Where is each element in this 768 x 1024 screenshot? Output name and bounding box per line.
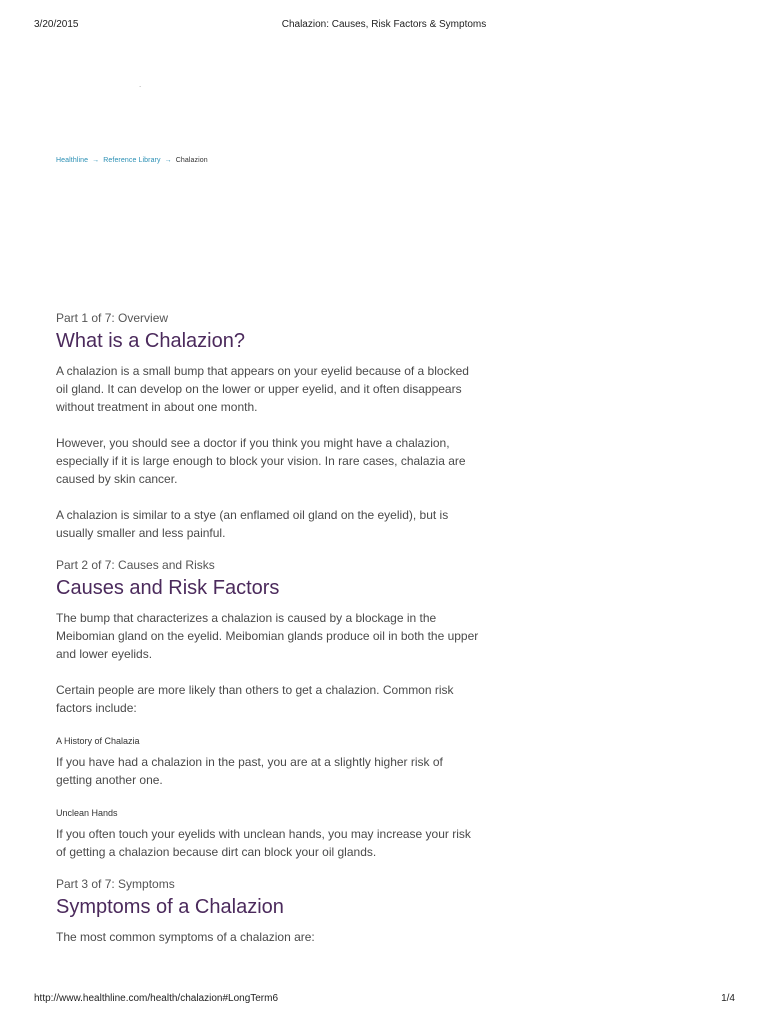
breadcrumb [56, 157, 208, 164]
breadcrumb-link-healthline[interactable]: Healthline [56, 157, 89, 164]
section-causes [56, 557, 481, 861]
risk-factor-heading: Unclean Hands [56, 808, 118, 818]
paragraph: The most common symptoms of a chalazion are: [56, 930, 315, 944]
section-title: What is a Chalazion? [56, 330, 245, 352]
paragraph: Certain people are more likely than others to get a chalazion. Common risk factors include: [56, 683, 454, 715]
section-overview [56, 310, 481, 542]
part-label: Part 3 of 7: Symptoms [56, 877, 175, 891]
page-number: 1/4 [721, 993, 735, 1004]
risk-factor-text: If you have had a chalazion in the past, you are at a slightly higher risk of getting another one. [56, 755, 443, 787]
part-label: Part 2 of 7: Causes and Risks [56, 558, 215, 572]
paragraph: However, you should see a doctor if you think you might have a chalazion, especially if it is large enough to block your vision. In rare cases, chalazia are caused by skin cancer. [56, 436, 466, 486]
print-date: 3/20/2015 [34, 19, 79, 30]
risk-factor [56, 807, 481, 861]
breadcrumb-link-reference-library[interactable]: Reference Library [103, 157, 161, 164]
paragraph: A chalazion is similar to a stye (an enflamed oil gland on the eyelid), but is usually smaller and less painful. [56, 508, 449, 540]
risk-factor [56, 735, 481, 789]
breadcrumb-separator-icon: → [164, 157, 172, 164]
risk-factor-text: If you often touch your eyelids with unclean hands, you may increase your risk of getting a chalazion because dirt can block your oil glands. [56, 827, 471, 859]
section-symptoms [56, 876, 481, 946]
paragraph: The bump that characterizes a chalazion is caused by a blockage in the Meibomian gland on the eyelid. Meibomian glands produce oil in both the upper and lower eyelids. [56, 611, 479, 661]
article-content [56, 310, 481, 964]
risk-factor-heading: A History of Chalazia [56, 736, 140, 746]
print-url: http://www.healthline.com/health/chalazion#LongTerm6 [34, 993, 279, 1004]
breadcrumb-separator-icon: → [92, 157, 100, 164]
section-title: Causes and Risk Factors [56, 577, 280, 599]
print-page-title: Chalazion: Causes, Risk Factors & Symptoms [281, 19, 487, 30]
part-label: Part 1 of 7: Overview [56, 311, 169, 325]
breadcrumb-current: Chalazion [175, 157, 208, 164]
section-title: Symptoms of a Chalazion [56, 896, 284, 918]
stray-mark: . [139, 80, 142, 89]
paragraph: A chalazion is a small bump that appears on your eyelid because of a blocked oil gland. It can develop on the lower or upper eyelid, and it often disappears without treatment in about one month. [56, 364, 469, 414]
